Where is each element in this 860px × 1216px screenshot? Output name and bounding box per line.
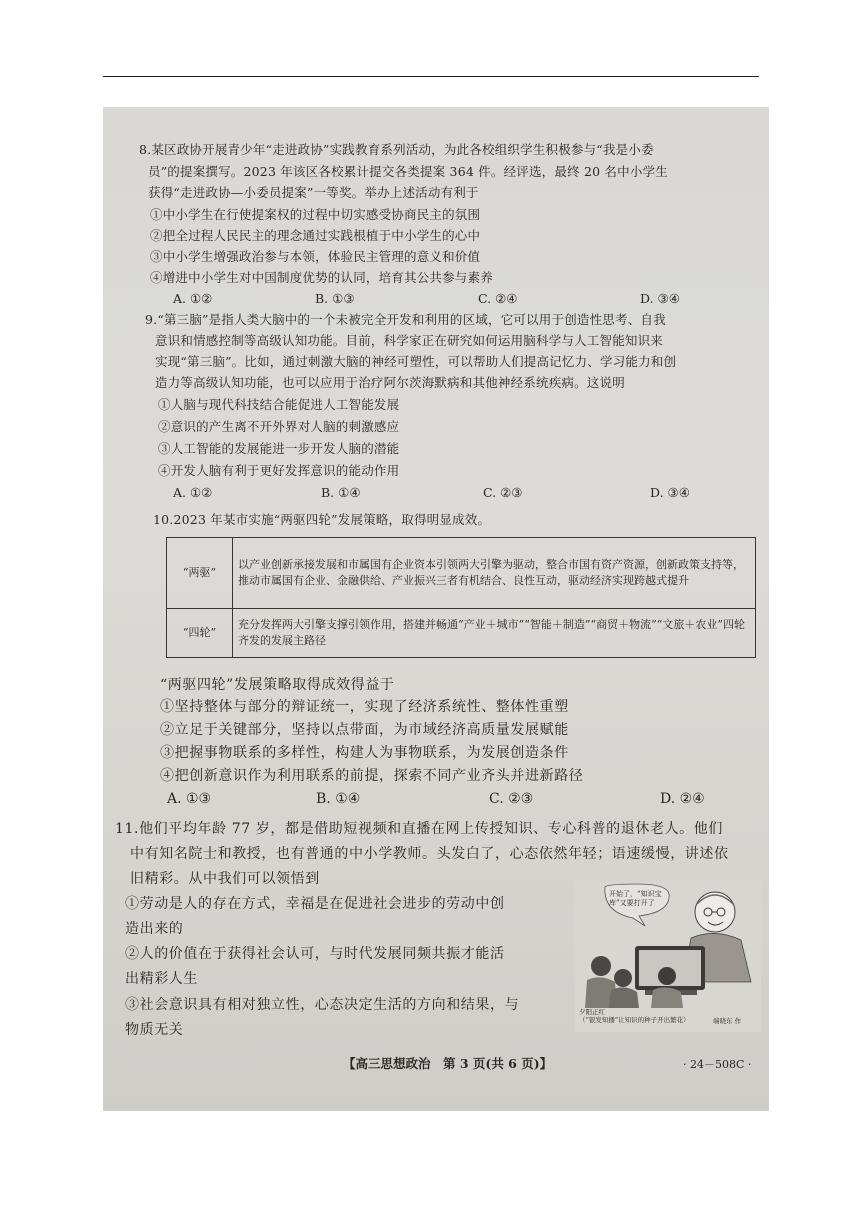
cartoon-caption-subtitle: （“银发知播”让知识的种子开出繁花） — [579, 1016, 690, 1024]
q10-line: ②立足于关键部分，坚持以点带面，为市域经济高质量发展赋能 — [160, 722, 569, 738]
q9-line: ①人脑与现代科技结合能促进人工智能发展 — [158, 397, 400, 412]
q9-line: ④开发人脑有利于更好发挥意识的能动作用 — [158, 463, 400, 478]
q8-line: 8.某区政协开展青少年“走进政协”实践教育系列活动，为此各校组织学生积极参与“我是小委 — [139, 142, 654, 157]
q9-line: 意识和情感控制等高级认知功能。目前，科学家正在研究如何运用脑科学与人工智能知识来 — [155, 333, 664, 348]
cartoon-illustration — [575, 882, 761, 1032]
cartoon-speech-bubble: 开始了，“知识宝库”又要打开了 — [609, 890, 662, 907]
q11-line: 物质无关 — [125, 1022, 184, 1038]
table-row — [167, 538, 756, 609]
exam-code: · 24－508C · — [683, 1058, 752, 1071]
page-footer: 【高三思想政治 第 3 页(共 6 页)】 — [343, 1056, 553, 1071]
table-row — [167, 609, 756, 658]
option-a: A. ①② — [173, 485, 213, 500]
q11-line: ③社会意识具有相对独立性，心态决定生活的方向和结果，与 — [125, 997, 520, 1013]
exam-page-photo — [103, 107, 769, 1111]
table-cell-text: 充分发挥两大引擎支撑引领作用，搭建并畅通“产业＋城市”“智能＋制造”“商贸＋物流”“文旅＋农业”四轮齐发的发展主路径 — [233, 609, 756, 658]
q8-line: 员”的提案撰写。2023 年该区各校累计提交各类提案 364 件。经评选，最终 20 名中小学生 — [148, 164, 668, 179]
option-c: C. ②④ — [478, 291, 518, 306]
option-c: C. ②③ — [483, 485, 523, 500]
option-a: A. ①③ — [167, 791, 212, 807]
table-cell-label: “两驱” — [167, 538, 233, 609]
option-b: B. ①④ — [316, 791, 361, 807]
q9-line: ②意识的产生离不开外界对人脑的刺激感应 — [158, 419, 400, 434]
q10-line: “两驱四轮”发展策略取得成效得益于 — [160, 677, 395, 693]
q8-line: 获得“走进政协—小委员提案”一等奖。举办上述活动有利于 — [148, 185, 479, 200]
q9-line: 造力等高级认知功能，也可以应用于治疗阿尔茨海默病和其他神经系统疾病。这说明 — [155, 375, 625, 390]
q8-line: ①中小学生在行使提案权的过程中切实感受协商民主的氛围 — [150, 207, 481, 222]
q9-line: 实现“第三脑”。比如，通过刺激大脑的神经可塑性，可以帮助人们提高记忆力、学习能力和创 — [155, 354, 677, 369]
q10-line: ①坚持整体与部分的辩证统一，实现了经济系统性、整体性重塑 — [160, 699, 569, 715]
q11-line: 中有知名院士和教授，也有普通的中小学教师。头发白了，心态依然年轻；语速缓慢，讲述依 — [130, 846, 729, 862]
q11-line: 造出来的 — [125, 921, 184, 937]
q11-line: 11.他们平均年龄 77 岁，都是借助短视频和直播在网上传授知识、专心科普的退休老人。他们 — [115, 821, 723, 837]
q9-line: 9.“第三脑”是指人类大脑中的一个未被完全开发和利用的区域，它可以用于创造性思考、自我 — [145, 312, 666, 327]
q11-line: 出精彩人生 — [125, 971, 198, 987]
q8-line: ②把全过程人民民主的理念通过实践根植于中小学生的心中 — [150, 228, 481, 243]
q8-options — [173, 291, 733, 309]
cartoon-caption-title: 夕阳正红 — [579, 1008, 605, 1016]
q10-options — [167, 791, 747, 809]
option-b: B. ①③ — [315, 291, 355, 306]
option-d: D. ②④ — [660, 791, 705, 807]
q9-line: ③人工智能的发展能进一步开发人脑的潜能 — [158, 441, 400, 456]
cartoon-caption — [579, 1008, 690, 1024]
q10-line: ④把创新意识作为利用联系的前提，探索不同产业齐头并进新路径 — [160, 768, 584, 784]
table-cell-text: 以产业创新承接发展和市属国有企业资本引领两大引擎为驱动，整合市国有资产资源，创新政策支持等，推动市属国有企业、金融供给、产业振兴三者有机结合、良性互动，驱动经济实现跨越式提升 — [233, 538, 756, 609]
q9-options — [173, 485, 733, 503]
strategy-table — [166, 537, 756, 658]
q11-line: ①劳动是人的存在方式，幸福是在促进社会进步的劳动中创 — [125, 896, 505, 912]
table-cell-label: “四轮” — [167, 609, 233, 658]
page-top-rule — [103, 76, 759, 77]
option-a: A. ①② — [173, 291, 213, 306]
q10-intro: 10.2023 年某市实施“两驱四轮”发展策略，取得明显成效。 — [153, 512, 491, 527]
option-c: C. ②③ — [489, 791, 534, 807]
q8-line: ③中小学生增强政治参与本领，体验民主管理的意义和价值 — [150, 249, 481, 264]
q11-line: 旧精彩。从中我们可以领悟到 — [130, 871, 320, 887]
q10-line: ③把握事物联系的多样性，构建人为事物联系，为发展创造条件 — [160, 745, 569, 761]
q8-line: ④增进中小学生对中国制度优势的认同，培育其公共参与素养 — [150, 270, 493, 285]
exam-content — [103, 107, 769, 1111]
option-b: B. ①④ — [321, 485, 361, 500]
option-d: D. ③④ — [650, 485, 690, 500]
q11-line: ②人的价值在于获得社会认可，与时代发展同频共振才能活 — [125, 946, 505, 962]
cartoon-author: 端晓东 作 — [713, 1017, 742, 1025]
option-d: D. ③④ — [640, 291, 680, 306]
